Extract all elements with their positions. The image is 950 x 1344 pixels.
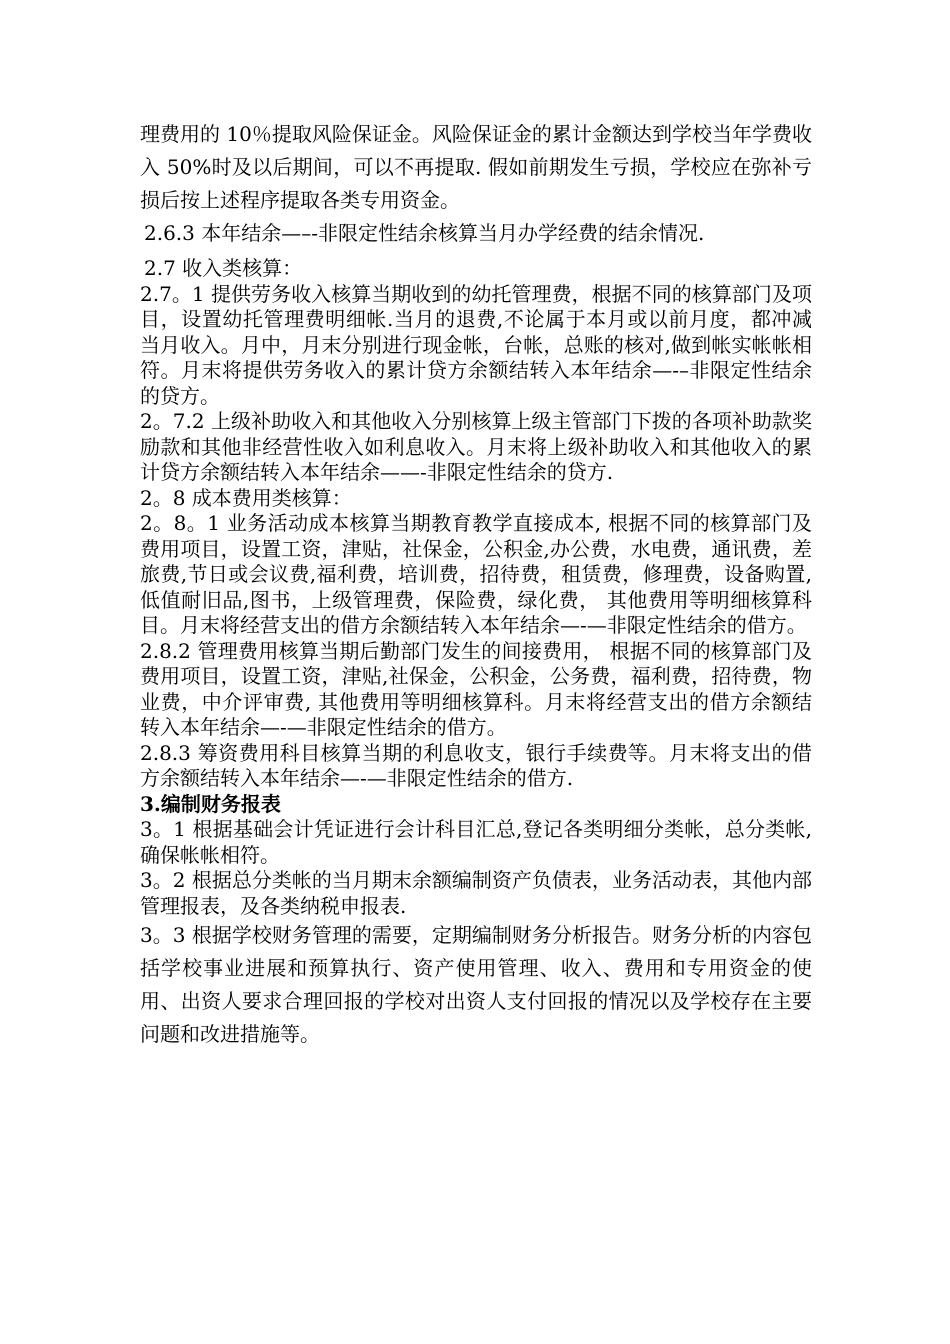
paragraph-risk-reserve: 理费用的 10％提取风险保证金。风险保证金的累计金额达到学校当年学费收入 50%时及以后期间，可以不再提取. 假如前期发生亏损，学校应在弥补亏损后按上述程序提取各类专用资金。 xyxy=(140,122,812,212)
paragraph-3-3: 3。3 根据学校财务管理的需要，定期编制财务分析报告。财务分析的内容包括学校事业进展和预算执行、资产使用管理、收入、费用和专用资金的使用、出资人要求合理回报的学校对出资人支付回报的情况以及学校存在主要问题和改进措施等。 xyxy=(140,923,812,1046)
paragraph-3-1: 3。1 根据基础会计凭证进行会计科目汇总,登记各类明细分类帐，总分类帐,确保帐帐相符。 xyxy=(140,817,812,867)
document-page xyxy=(140,118,812,1051)
heading-2-8: 2。8 成本费用类核算： xyxy=(140,485,352,510)
paragraph-3-2: 3。2 根据总分类帐的当月期末余额编制资产负债表，业务活动表，其他内部管理报表，及各类纳税申报表. xyxy=(140,868,812,918)
paragraph-2-8-3: 2.8.3 筹资费用科目核算当期的利息收支，银行手续费等。月末将支出的借方余额结转入本年结余—-—非限定性结余的借方. xyxy=(140,740,812,790)
heading-section-3: 3.编制财务报表 xyxy=(140,791,281,816)
paragraph-2-8-1: 2。8。1 业务活动成本核算当期教育教学直接成本, 根据不同的核算部门及费用项目，设置工资，津贴，社保金，公积金,办公费，水电费，通讯费，差旅费,节日或会议费,福利费，培训费，招待费，租赁费，修理费，设备购置,低值耐旧品,图书，上级管理费，保险费，绿化费， 其他费用等明细核算科目。月末将经营支出的借方余额结转入本年结余—-—非限定性结余的借方。 xyxy=(140,511,812,637)
paragraph-2-8-2: 2.8.2 管理费用核算当期后勤部门发生的间接费用， 根据不同的核算部门及费用项目，设置工资，津贴,社保金，公积金，公务费，福利费，招待费，物业费，中介评审费, 其他费用等明细核算科。月末将经营支出的借方余额结转入本年结余—-—非限定性结余的借方。 xyxy=(140,638,812,739)
paragraph-2-6-3: 2.6.3 本年结余—–-非限定性结余核算当月办学经费的结余情况. xyxy=(144,221,705,245)
paragraph-2-7-1: 2.7。1 提供劳务收入核算当期收到的幼托管理费，根据不同的核算部门及项目，设置幼托管理费明细帐.当月的退费,不论属于本月或以前月度，都冲减当月收入。月中，月末分别进行现金帐，台帐，总账的核对,做到帐实帐帐相符。月末将提供劳务收入的累计贷方余额结转入本年结余—-–非限定性结余的贷方。 xyxy=(140,281,812,408)
heading-2-7: 2.7 收入类核算： xyxy=(144,256,303,280)
paragraph-2-7-2: 2。7.2 上级补助收入和其他收入分别核算上级主管部门下拨的各项补助款奖励款和其他非经营性收入如利息收入。月末将上级补助收入和其他收入的累计贷方余额结转入本年结余——-非限定性结余的贷方. xyxy=(140,409,812,484)
